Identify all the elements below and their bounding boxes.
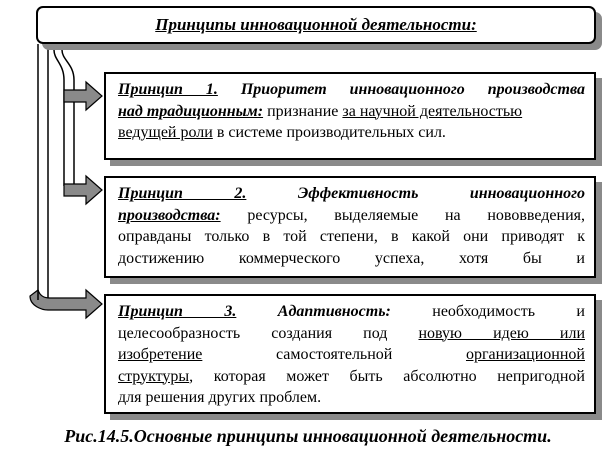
principle-2-text-b: оправданы только в той степени, в какой они приводят к	[118, 228, 585, 245]
principle-3-box	[104, 294, 596, 414]
principle-1-text-c: ведущей роли	[118, 124, 213, 141]
principle-3-text-i: для решения других проблем.	[118, 389, 322, 406]
principle-3-text-e: самостоятельной	[275, 346, 393, 363]
principle-3-text-a: необходимость и	[432, 303, 585, 320]
principle-1-text-d: в системе производительных сил.	[216, 124, 446, 141]
principle-1-box	[104, 72, 596, 160]
principle-2-text-c: достижению коммерческого успеха, хотя бы и	[118, 249, 585, 267]
principle-1-text-b: за научной деятельностью	[342, 102, 523, 120]
principle-3-text-b: целесообразность создания под	[118, 324, 388, 342]
principle-3-text-g: структуры	[118, 367, 190, 385]
principle-1-label: Принцип 1.	[118, 81, 218, 98]
diagram-title: Принципы инновационной деятельности:	[155, 15, 477, 34]
principle-3-text-c: новую идею или	[418, 324, 586, 342]
principle-3-text-d: изобретение	[118, 346, 203, 363]
principle-3-text-f: организационной	[465, 346, 585, 363]
figure-caption: Рис.14.5.Основные принципы инновационной деятельности.	[64, 426, 552, 446]
principle-1-text-a: признание	[267, 102, 339, 120]
principle-1-heading-a: Приоритет инновационного производства	[240, 81, 585, 98]
principle-2-heading-b: производства:	[118, 206, 221, 224]
principle-2-box	[104, 176, 596, 278]
principle-3-text-h: , которая может быть абсолютно непригодной	[189, 367, 585, 385]
principle-3-label: Принцип 3.	[118, 303, 237, 320]
principle-1-heading-b: над традиционным:	[118, 102, 264, 120]
principle-2-text-a: ресурсы, выделяемые на нововведения,	[247, 206, 586, 224]
principle-3-heading-a: Адаптивность:	[277, 303, 391, 320]
principle-2-heading-a: Эффективность инновационного	[297, 185, 586, 202]
principle-2-label: Принцип 2.	[118, 185, 247, 202]
title-box	[36, 6, 596, 44]
